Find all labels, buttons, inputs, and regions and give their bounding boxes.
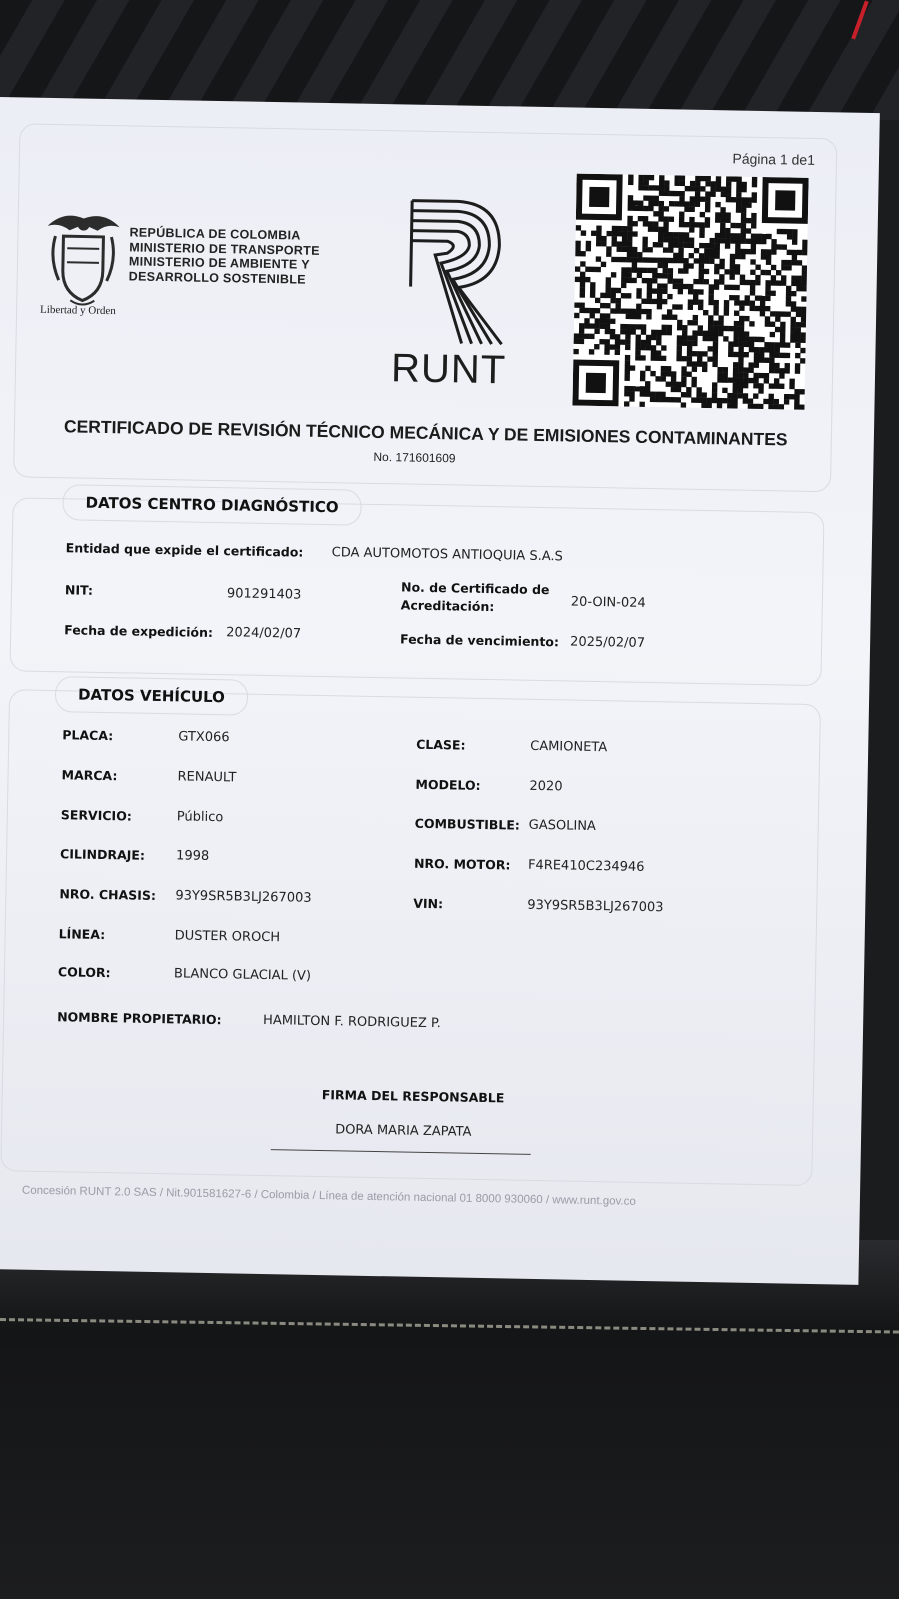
motor-value: F4RE410C234946 xyxy=(527,857,645,875)
runt-logo-icon xyxy=(405,196,508,348)
propietario-value: HAMILTON F. RODRIGUEZ P. xyxy=(262,1012,442,1032)
runt-logo-text: RUNT xyxy=(390,346,507,393)
chasis-label: NRO. CHASIS: xyxy=(59,886,157,903)
combustible-label: COMBUSTIBLE: xyxy=(414,815,521,833)
clase-label: CLASE: xyxy=(416,736,466,753)
section-vehiculo-heading: DATOS VEHÍCULO xyxy=(55,676,248,716)
combustible-value: GASOLINA xyxy=(528,817,597,835)
background-seat xyxy=(0,1240,899,1599)
cilindraje-label: CILINDRAJE: xyxy=(60,846,146,863)
chasis-value: 93Y9SR5B3LJ267003 xyxy=(175,888,312,906)
cilindraje-value: 1998 xyxy=(175,848,210,864)
section-centro-heading: DATOS CENTRO DIAGNÓSTICO xyxy=(62,484,362,525)
certificate-document xyxy=(0,97,880,1285)
servicio-label: SERVICIO: xyxy=(60,807,132,824)
qr-code-icon xyxy=(572,174,808,410)
vin-label: VIN: xyxy=(413,895,444,912)
modelo-value: 2020 xyxy=(529,778,563,795)
certificate-number: No. 171601609 xyxy=(373,449,456,466)
vencimiento-label: Fecha de vencimiento: xyxy=(399,631,560,650)
government-heading xyxy=(129,225,321,286)
vehiculo-frame xyxy=(0,689,821,1186)
propietario-label: NOMBRE PROPIETARIO: xyxy=(57,1009,222,1028)
firma-name: DORA MARIA ZAPATA xyxy=(334,1122,472,1140)
entidad-value: CDA AUTOMOTOS ANTIOQUIA S.A.S xyxy=(331,545,563,565)
document-title: CERTIFICADO DE REVISIÓN TÉCNICO MECÁNICA Y DE EMISIONES CONTAMINANTES xyxy=(63,416,788,450)
linea-label: LÍNEA: xyxy=(58,926,106,943)
placa-label: PLACA: xyxy=(62,727,114,744)
gov-line: MINISTERIO DE AMBIENTE Y xyxy=(128,254,310,272)
acreditacion-value: 20-OIN-024 xyxy=(570,594,646,611)
gov-line: MINISTERIO DE TRANSPORTE xyxy=(129,239,320,258)
page-number: Página 1 de1 xyxy=(732,150,816,168)
entidad-label: Entidad que expide el certificado: xyxy=(65,540,304,560)
vin-value: 93Y9SR5B3LJ267003 xyxy=(527,897,664,916)
color-label: COLOR: xyxy=(57,964,111,981)
marca-label: MARCA: xyxy=(61,767,118,784)
coat-of-arms-icon xyxy=(40,208,126,318)
footer-text: Concesión RUNT 2.0 SAS / Nit.901581627-6 / Colombia / Línea de atención nacional 01 8000 930060 / www.runt.gov.co xyxy=(21,1184,636,1208)
nit-value: 901291403 xyxy=(226,586,302,603)
servicio-value: Público xyxy=(176,809,224,826)
gov-line: REPÚBLICA DE COLOMBIA xyxy=(129,225,301,243)
linea-value: DUSTER OROCH xyxy=(174,928,281,946)
color-value: BLANCO GLACIAL (V) xyxy=(173,966,312,984)
modelo-label: MODELO: xyxy=(415,776,481,793)
vencimiento-value: 2025/02/07 xyxy=(569,634,646,651)
nit-label: NIT: xyxy=(64,582,94,598)
acreditacion-label-2: Acreditación: xyxy=(400,597,495,615)
gov-line: DESARROLLO SOSTENIBLE xyxy=(128,268,306,287)
motto: Libertad y Orden xyxy=(39,303,116,318)
acreditacion-label-1: No. de Certificado de xyxy=(400,579,550,598)
marca-value: RENAULT xyxy=(177,769,237,786)
expedicion-label: Fecha de expedición: xyxy=(64,622,214,640)
placa-value: GTX066 xyxy=(178,729,230,746)
clase-value: CAMIONETA xyxy=(530,738,608,756)
firma-label: FIRMA DEL RESPONSABLE xyxy=(321,1087,505,1106)
motor-label: NRO. MOTOR: xyxy=(413,855,511,873)
expedicion-value: 2024/02/07 xyxy=(226,625,302,642)
